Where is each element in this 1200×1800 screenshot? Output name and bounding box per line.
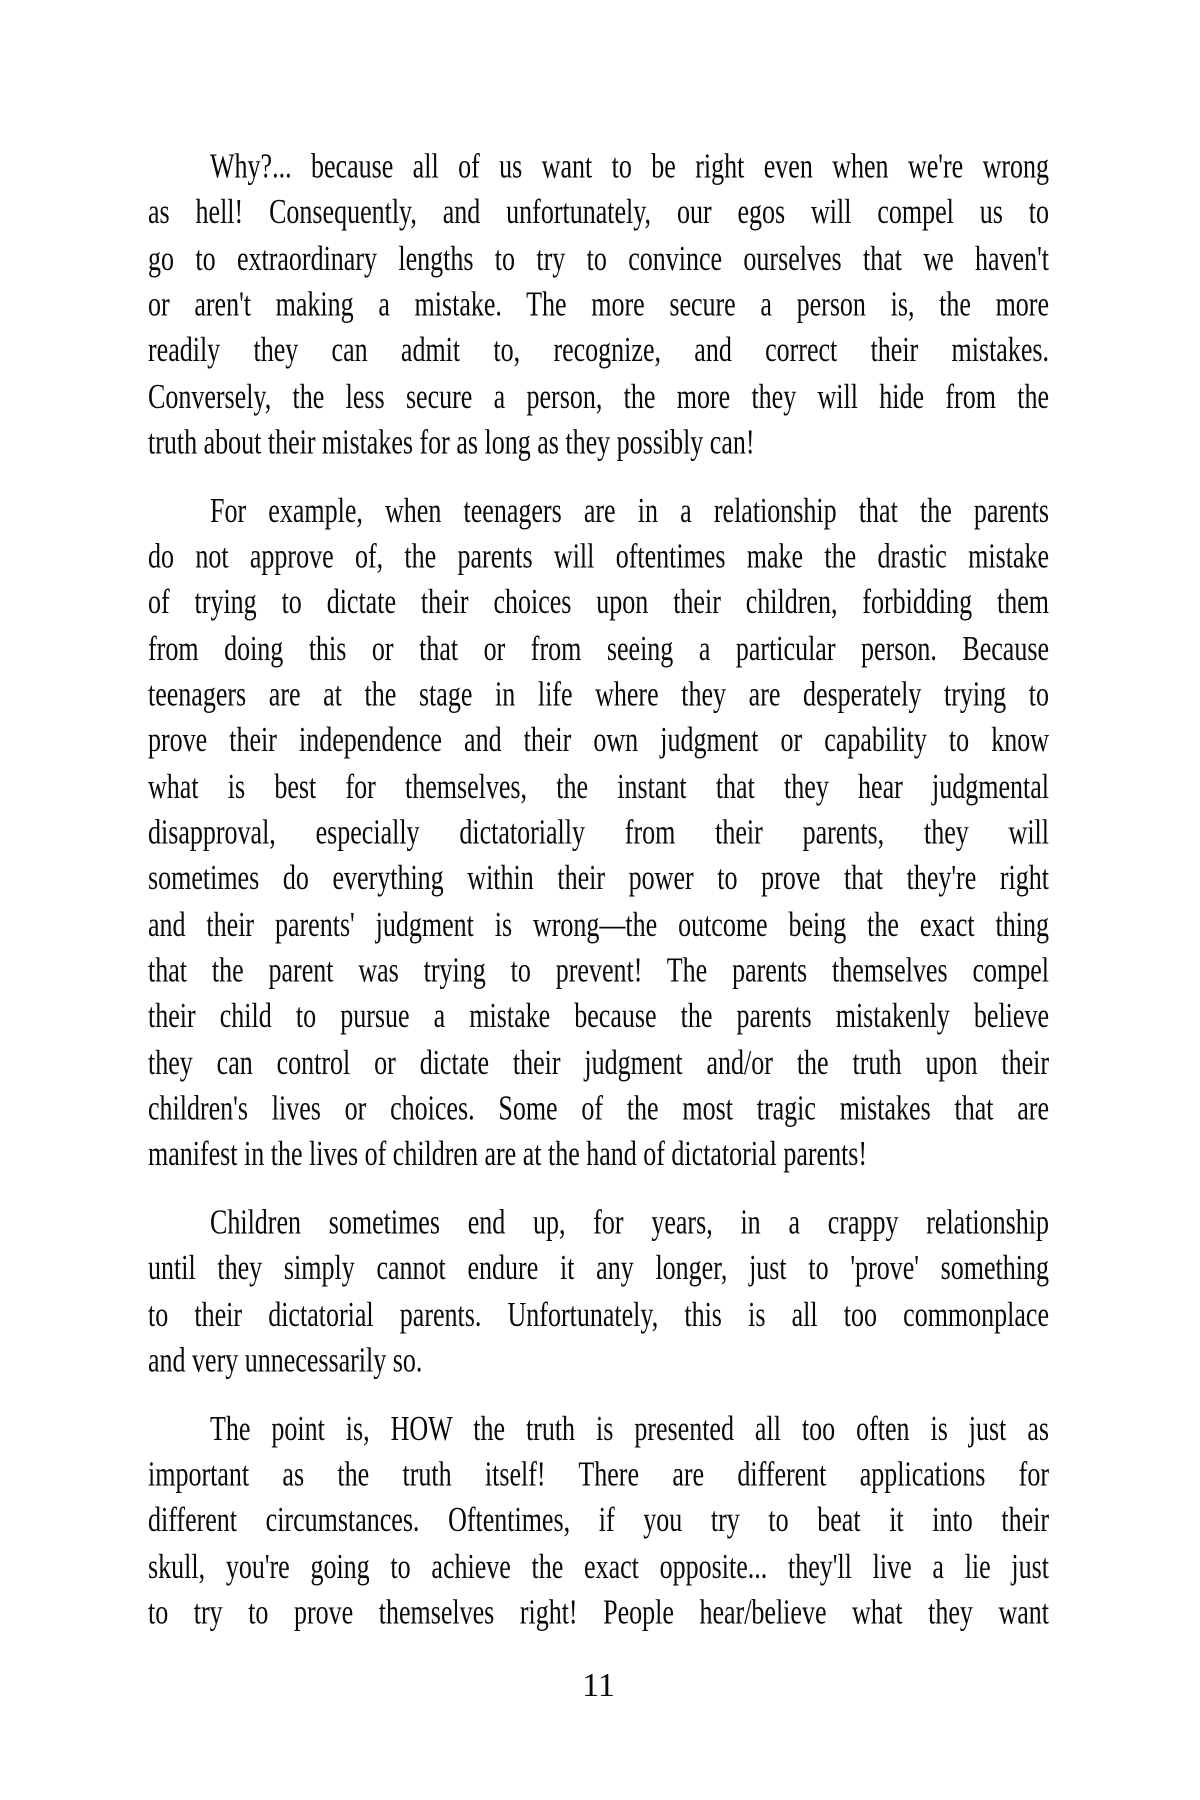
text-line: their child to pursue a mistake because the parents mistakenly believe <box>148 996 1049 1036</box>
paragraph <box>148 488 1049 1178</box>
text-line: disapproval, especially dictatorially from their parents, they will <box>148 812 1049 852</box>
paragraph <box>148 144 1049 466</box>
text-line: Children sometimes end up, for years, in a crappy relationship <box>210 1202 1049 1242</box>
text-line: that the parent was trying to prevent! The parents themselves compel <box>148 950 1049 990</box>
text-line: as hell! Consequently, and unfortunately, our egos will compel us to <box>148 192 1049 232</box>
text-line: and their parents' judgment is wrong—the outcome being the exact thing <box>148 904 1049 944</box>
text-line: and very unnecessarily so. <box>148 1340 423 1380</box>
text-line: skull, you're going to achieve the exact opposite... they'll live a lie just <box>148 1546 1049 1586</box>
text-line: children's lives or choices. Some of the most tragic mistakes that are <box>148 1088 1049 1128</box>
page-number: 11 <box>582 1667 615 1704</box>
text-line: to try to prove themselves right! People hear/believe what they want <box>148 1592 1049 1632</box>
text-line: they can control or dictate their judgment and/or the truth upon their <box>148 1042 1049 1082</box>
text-line: or aren't making a mistake. The more secure a person is, the more <box>148 284 1049 324</box>
text-line: from doing this or that or from seeing a particular person. Because <box>148 628 1049 668</box>
paragraph <box>148 1406 1049 1636</box>
text-line: do not approve of, the parents will oftentimes make the drastic mistake <box>148 536 1049 576</box>
text-line: teenagers are at the stage in life where they are desperately trying to <box>148 674 1049 714</box>
text-line: what is best for themselves, the instant that they hear judgmental <box>148 766 1049 806</box>
text-line: readily they can admit to, recognize, and correct their mistakes. <box>148 330 1049 370</box>
text-line: For example, when teenagers are in a relationship that the parents <box>210 490 1049 530</box>
paragraph <box>148 1200 1049 1384</box>
text-line: to their dictatorial parents. Unfortunately, this is all too commonplace <box>148 1294 1049 1334</box>
text-line: important as the truth itself! There are different applications for <box>148 1454 1049 1494</box>
text-line: of trying to dictate their choices upon their children, forbidding them <box>148 582 1049 622</box>
text-line: manifest in the lives of children are at the hand of dictatorial parents! <box>148 1134 868 1174</box>
text-line: Conversely, the less secure a person, the more they will hide from the <box>148 376 1049 416</box>
text-line: until they simply cannot endure it any longer, just to 'prove' something <box>148 1248 1049 1288</box>
text-line: Why?... because all of us want to be right even when we're wrong <box>210 146 1049 186</box>
text-line: go to extraordinary lengths to try to convince ourselves that we haven't <box>148 238 1049 278</box>
page-text <box>148 144 1049 1636</box>
text-line: different circumstances. Oftentimes, if you try to beat it into their <box>148 1500 1049 1540</box>
text-line: sometimes do everything within their power to prove that they're right <box>148 858 1049 898</box>
text-line: prove their independence and their own judgment or capability to know <box>148 720 1049 760</box>
text-line: The point is, HOW the truth is presented all too often is just as <box>210 1408 1049 1448</box>
text-line: truth about their mistakes for as long as they possibly can! <box>148 422 755 462</box>
